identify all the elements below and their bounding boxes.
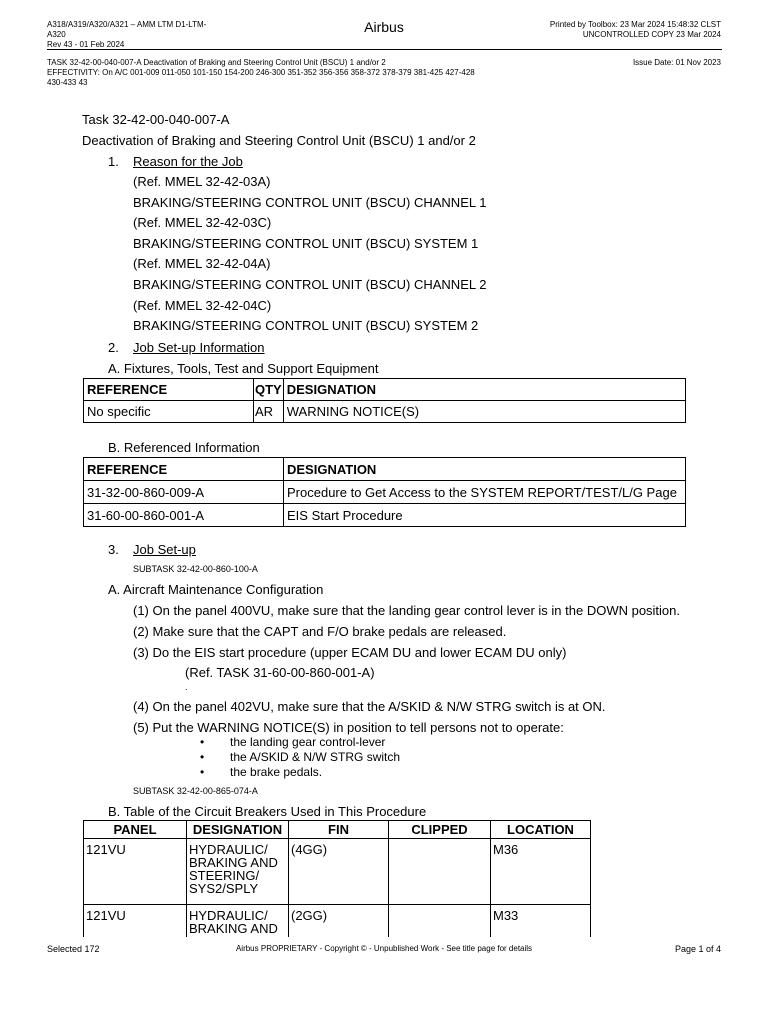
- table-cell: EIS Start Procedure: [284, 504, 686, 527]
- reason-item: (Ref. MMEL 32-42-04C): [133, 297, 272, 313]
- task-number: Task 32-42-00-040-007-A: [82, 112, 230, 127]
- section-2a-heading: A. Fixtures, Tools, Test and Support Equipment: [108, 361, 379, 376]
- issue-date: Issue Date: 01 Nov 2023: [632, 58, 721, 67]
- designation-line: HYDRAULIC/: [189, 842, 268, 857]
- table-row: [84, 401, 686, 423]
- reason-item: BRAKING/STEERING CONTROL UNIT (BSCU) CHANNEL 1: [133, 194, 487, 210]
- step-3-dot: .: [185, 682, 188, 692]
- table-cell: M33: [491, 905, 591, 937]
- tools-table: [83, 378, 686, 423]
- reason-item: BRAKING/STEERING CONTROL UNIT (BSCU) SYSTEM 1: [133, 235, 479, 251]
- designation-line: HYDRAULIC/: [189, 908, 268, 923]
- referenced-info-table: [83, 457, 686, 527]
- table-row: [84, 481, 686, 504]
- revision-label: Rev 43 - 01 Feb 2024: [47, 40, 125, 49]
- step-1: (1) On the panel 400VU, make sure that the landing gear control lever is in the DOWN position.: [133, 603, 681, 618]
- designation-line: SYS2/SPLY: [189, 881, 259, 896]
- table-row: [84, 905, 591, 937]
- section-3-number: 3.: [108, 542, 119, 557]
- table-cell: AR: [254, 401, 284, 423]
- effectivity-line-1: EFFECTIVITY: On A/C 001-009 011-050 101-150 154-200 246-300 351-352 356-356 358-372 378-379 381-425 427-428: [47, 68, 475, 77]
- printed-by: Printed by Toolbox: 23 Mar 2024 15:48:32 CLST: [549, 20, 721, 29]
- task-effectivity-block: [47, 58, 607, 88]
- table-row: [84, 504, 686, 527]
- step-3-reference: (Ref. TASK 31-60-00-860-001-A): [185, 665, 375, 680]
- table-cell: (4GG): [289, 839, 389, 905]
- reason-item: BRAKING/STEERING CONTROL UNIT (BSCU) SYSTEM 2: [133, 318, 479, 334]
- cb-header-designation: DESIGNATION: [187, 821, 289, 839]
- table-cell: M36: [491, 839, 591, 905]
- designation-line: BRAKING AND: [189, 921, 278, 936]
- designation-line: BRAKING AND: [189, 855, 278, 870]
- table-cell: 121VU: [84, 905, 187, 937]
- bullet-item: [200, 765, 400, 780]
- section-1-title: Reason for the Job: [133, 154, 243, 169]
- tools-header-designation: DESIGNATION: [283, 379, 685, 401]
- section-3b-heading: B. Table of the Circuit Breakers Used in This Procedure: [108, 804, 427, 819]
- footer-proprietary: Airbus PROPRIETARY - Copyright © - Unpublished Work - See title page for details: [235, 944, 533, 953]
- step-2: (2) Make sure that the CAPT and F/O brake pedals are released.: [133, 624, 507, 639]
- bullet-item: [200, 750, 400, 765]
- table-cell: [187, 839, 289, 905]
- table-cell: 31-60-00-860-001-A: [84, 504, 284, 527]
- section-3a-heading: A. Aircraft Maintenance Configuration: [108, 582, 324, 597]
- reason-item: (Ref. MMEL 32-42-03C): [133, 215, 272, 231]
- reason-item: BRAKING/STEERING CONTROL UNIT (BSCU) CHANNEL 2: [133, 276, 487, 292]
- task-title: Deactivation of Braking and Steering Control Unit (BSCU) 1 and/or 2: [82, 133, 476, 148]
- tools-header-reference: REFERENCE: [84, 379, 254, 401]
- table-cell: (2GG): [289, 905, 389, 937]
- print-info: [550, 20, 721, 40]
- footer-page-number: Page 1 of 4: [674, 944, 721, 954]
- header-divider: [47, 49, 722, 50]
- table-cell: 121VU: [84, 839, 187, 905]
- bullet-marker: •: [200, 750, 205, 764]
- cb-header-fin: FIN: [289, 821, 389, 839]
- task-ref-line: TASK 32-42-00-040-007-A Deactivation of Braking and Steering Control Unit (BSCU) 1 and/or 2: [47, 58, 386, 67]
- subtask-label: SUBTASK 32-42-00-865-074-A: [133, 786, 258, 796]
- table-cell: Procedure to Get Access to the SYSTEM REPORT/TEST/L/G Page: [284, 481, 686, 504]
- reason-item: (Ref. MMEL 32-42-04A): [133, 256, 271, 272]
- bullet-text: the A/SKID & N/W STRG switch: [230, 750, 401, 764]
- step-5: (5) Put the WARNING NOTICE(S) in position to tell persons not to operate:: [133, 720, 564, 735]
- tools-header-qty: QTY: [254, 379, 284, 401]
- bullet-item: [200, 735, 400, 750]
- step-3: (3) Do the EIS start procedure (upper ECAM DU and lower ECAM DU only): [133, 645, 567, 660]
- table-row: [84, 839, 591, 905]
- table-cell: [187, 905, 289, 937]
- table-cell: [389, 905, 491, 937]
- section-2-title: Job Set-up Information: [133, 340, 265, 355]
- table-cell: 31-32-00-860-009-A: [84, 481, 284, 504]
- section-3-title: Job Set-up: [133, 542, 196, 557]
- brand-title: Airbus: [364, 19, 404, 35]
- subtask-label: SUBTASK 32-42-00-860-100-A: [133, 564, 258, 574]
- effectivity-line-2: 430-433 43: [47, 78, 88, 87]
- bullet-text: the brake pedals.: [230, 765, 323, 779]
- applicability-line-2: A320: [47, 30, 66, 39]
- warning-bullet-list: [200, 735, 400, 780]
- reason-item: (Ref. MMEL 32-42-03A): [133, 174, 271, 189]
- ref-header-designation: DESIGNATION: [284, 458, 686, 481]
- bullet-marker: •: [200, 765, 205, 779]
- ref-header-reference: REFERENCE: [84, 458, 284, 481]
- section-1-number: 1.: [108, 154, 119, 169]
- designation-line: STEERING/: [189, 868, 260, 883]
- applicability-line-1: A318/A319/A320/A321 – AMM LTM D1-LTM-: [47, 20, 207, 29]
- circuit-breaker-table: [83, 820, 591, 937]
- reason-list: [133, 174, 486, 339]
- uncontrolled-copy: UNCONTROLLED COPY 23 Mar 2024: [582, 30, 721, 39]
- table-cell: [389, 839, 491, 905]
- section-2-number: 2.: [108, 340, 119, 355]
- section-2b-heading: B. Referenced Information: [108, 440, 260, 455]
- cb-header-location: LOCATION: [491, 821, 591, 839]
- footer-selected: Selected 172: [47, 944, 100, 954]
- cb-header-panel: PANEL: [84, 821, 187, 839]
- table-cell: No specific: [84, 401, 254, 423]
- bullet-text: the landing gear control-lever: [230, 735, 386, 749]
- table-cell: WARNING NOTICE(S): [283, 401, 685, 423]
- step-4: (4) On the panel 402VU, make sure that the A/SKID & N/W STRG switch is at ON.: [133, 699, 606, 714]
- bullet-marker: •: [200, 735, 205, 749]
- cb-header-clipped: CLIPPED: [389, 821, 491, 839]
